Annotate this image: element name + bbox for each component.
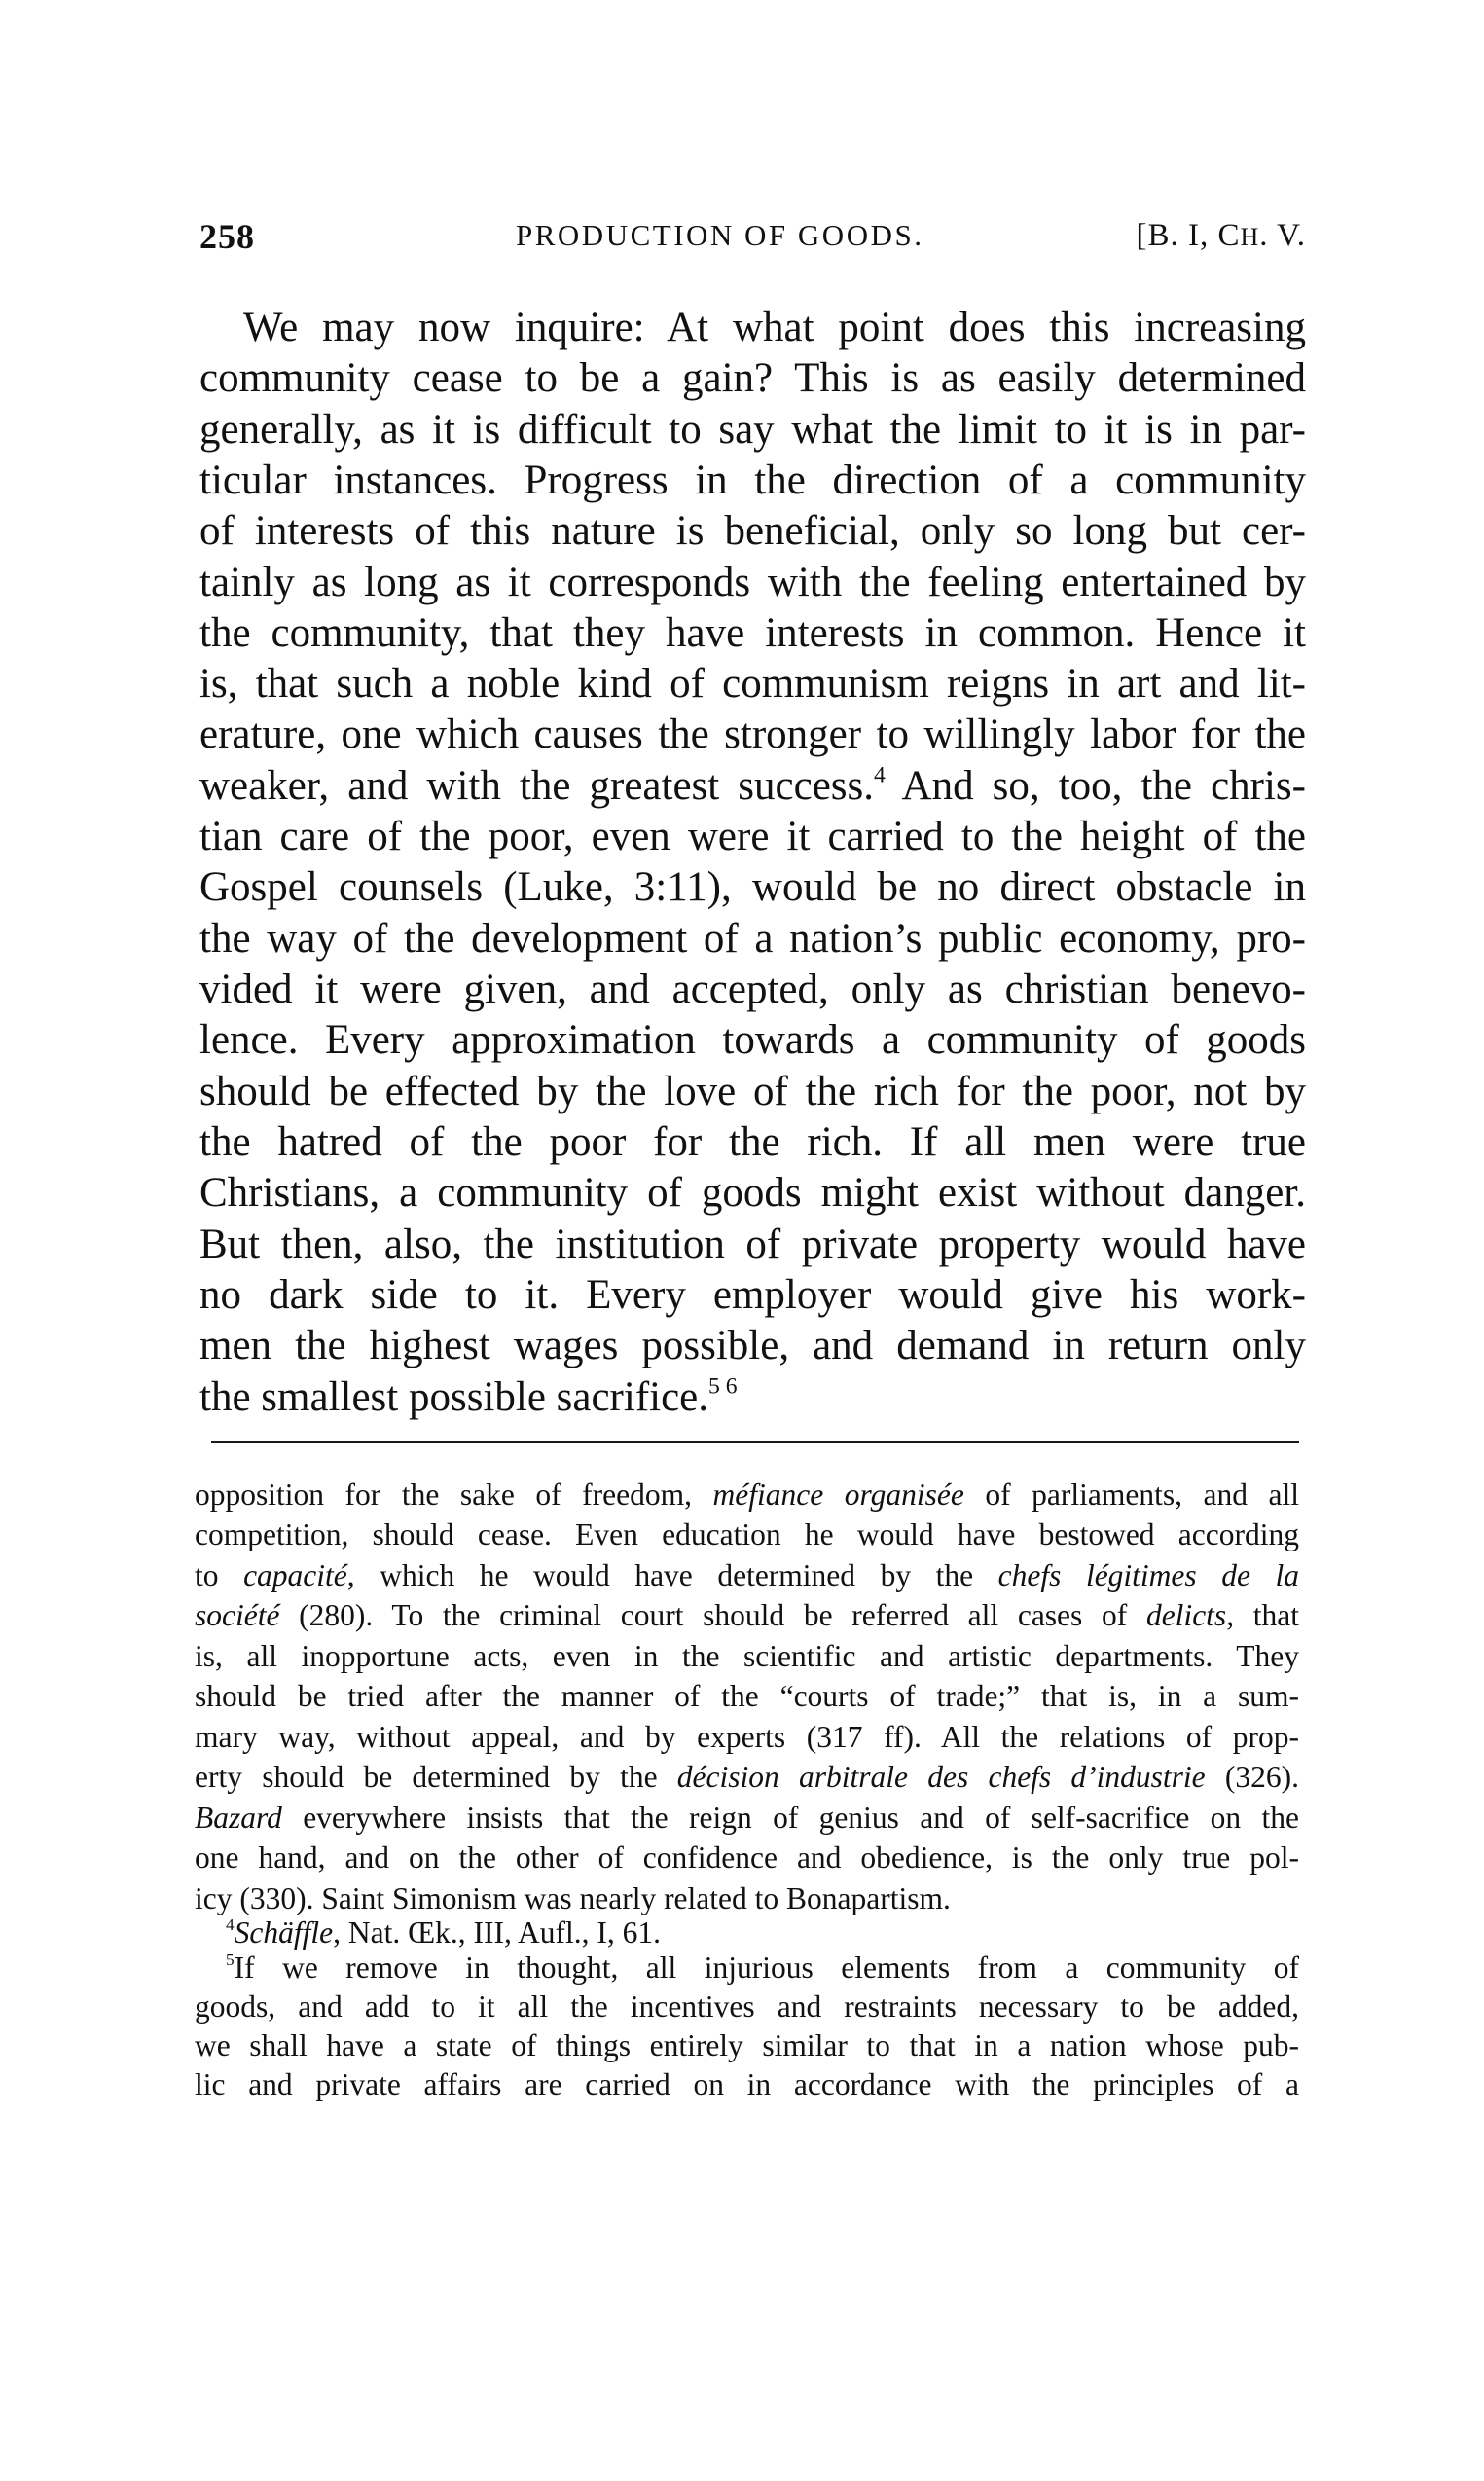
footnote-line: [195, 1555, 1299, 1595]
running-title: PRODUCTION OF GOODS.: [516, 218, 924, 252]
fn-text: of parliaments, and all: [985, 1478, 1300, 1512]
section-smallcap: H: [1240, 223, 1260, 251]
body-line: of interests of this nature is beneficial, only so long but cer-: [199, 508, 1306, 554]
body-line: is, that such a noble kind of communism reigns in art and lit-: [199, 661, 1306, 707]
footnote-ref-5-6[interactable]: 5 6: [708, 1373, 738, 1400]
fn-text: opposition for the sake of freedom,: [195, 1478, 692, 1512]
body-line: Gospel counsels (Luke, 3:11), would be no direct obstacle in: [199, 864, 1306, 910]
fn-text: everywhere insists that the reign of genius and of self-sacrifice on the: [303, 1801, 1300, 1835]
footnote-line: [195, 1595, 1299, 1635]
fn-italic: capacité: [243, 1558, 347, 1592]
section-suffix: . V.: [1259, 218, 1306, 253]
fn-italic: décision arbitrale des chefs d’industrie: [676, 1760, 1206, 1794]
body-line-text: And so, too, the chris-: [901, 763, 1306, 809]
footnote-mark-4: 4: [226, 1915, 235, 1935]
fn-text: (280). To the criminal court should be referred all cases of: [299, 1598, 1128, 1632]
body-line-text: the smallest possible sacrifice.: [199, 1374, 709, 1420]
page-number: 258: [199, 217, 255, 256]
body-line: But then, also, the institution of private property would have: [199, 1222, 1306, 1267]
footnote-line: [195, 1475, 1299, 1514]
body-line: erature, one which causes the stronger to willingly labor for the: [199, 711, 1306, 757]
body-line: the hatred of the poor for the rich. If all men were true: [199, 1119, 1306, 1165]
body-line: vided it were given, and accepted, only as christian benevo-: [199, 967, 1306, 1012]
body-line: no dark side to it. Every employer would give his work-: [199, 1272, 1306, 1318]
footnote-line: mary way, without appeal, and by experts (317 ff). All the relations of prop-: [195, 1720, 1299, 1754]
body-line: lence. Every approximation towards a community of goods: [199, 1017, 1306, 1063]
body-line: should be effected by the love of the rich for the poor, not by: [199, 1069, 1306, 1114]
body-line-text: weaker, and with the greatest success.: [199, 763, 874, 809]
fn-text: , Nat. Œk., III, Aufl., I, 61.: [333, 1915, 661, 1950]
fn-text: (326).: [1224, 1760, 1300, 1794]
body-line: the community, that they have interests in common. Hence it: [199, 610, 1306, 656]
footnote-line: [195, 1757, 1299, 1797]
fn-text: , that: [1226, 1598, 1299, 1632]
body-line: Christians, a community of goods might exist without danger.: [199, 1170, 1306, 1216]
body-line: men the highest wages possible, and demand in return only: [199, 1323, 1306, 1368]
fn-italic: société: [195, 1598, 280, 1632]
footnote-line: [195, 1798, 1299, 1838]
footnote-line: should be tried after the manner of the “courts of trade;” that is, in a sum-: [195, 1679, 1299, 1713]
footnote-4: [226, 1913, 1299, 1952]
fn-text: If we remove in thought, all injurious elements from a community of: [234, 1951, 1299, 1985]
footnote-divider: [211, 1441, 1299, 1443]
body-line: ticular instances. Progress in the direction of a community: [199, 457, 1306, 503]
fn-italic: Bazard: [195, 1801, 282, 1835]
body-line: community cease to be a gain? This is as easily determined: [199, 355, 1306, 401]
footnote-line: is, all inopportune acts, even in the scientific and artistic departments. They: [195, 1639, 1299, 1673]
footnote-ref-4[interactable]: 4: [874, 762, 886, 788]
footnote-line: one hand, and on the other of confidence and obedience, is the only true pol-: [195, 1841, 1299, 1875]
footnote-line: goods, and add to it all the incentives and restraints necessary to be added,: [195, 1989, 1299, 2024]
body-line: tian care of the poor, even were it carried to the height of the: [199, 814, 1306, 859]
fn-text: to: [195, 1558, 219, 1592]
body-line: We may now inquire: At what point does this increasing: [243, 305, 1306, 350]
body-line: generally, as it is difficult to say what the limit to it is in par-: [199, 407, 1306, 453]
footnote-mark-5: 5: [226, 1951, 235, 1970]
section-prefix: [B. I, C: [1136, 218, 1241, 253]
fn-text: erty should be determined by the: [195, 1760, 658, 1794]
fn-text: , which he would have determined by the: [346, 1558, 974, 1592]
footnote-line: competition, should cease. Even education he would have bestowed according: [195, 1517, 1299, 1551]
fn-italic: méfiance organisée: [712, 1478, 964, 1512]
footnote-line: we shall have a state of things entirely similar to that in a nation whose pub-: [195, 2028, 1299, 2062]
fn-italic: chefs légitimes de la: [997, 1558, 1300, 1592]
body-line: [199, 1372, 1306, 1423]
footnote-line: lic and private affairs are carried on in accordance with the principles of a: [195, 2067, 1299, 2101]
running-head: [199, 216, 1306, 259]
body-line: the way of the development of a nation’s public economy, pro-: [199, 916, 1306, 962]
section-reference: [1136, 218, 1306, 254]
fn-italic: delicts: [1145, 1598, 1227, 1632]
body-line: [199, 761, 1306, 812]
footnote-5: [226, 1948, 1299, 1988]
body-line: tainly as long as it corresponds with the feeling entertained by: [199, 560, 1306, 605]
fn-italic: Schäffle: [234, 1915, 334, 1950]
footnote-line: icy (330). Saint Simonism was nearly related to Bonapartism.: [195, 1881, 951, 1915]
